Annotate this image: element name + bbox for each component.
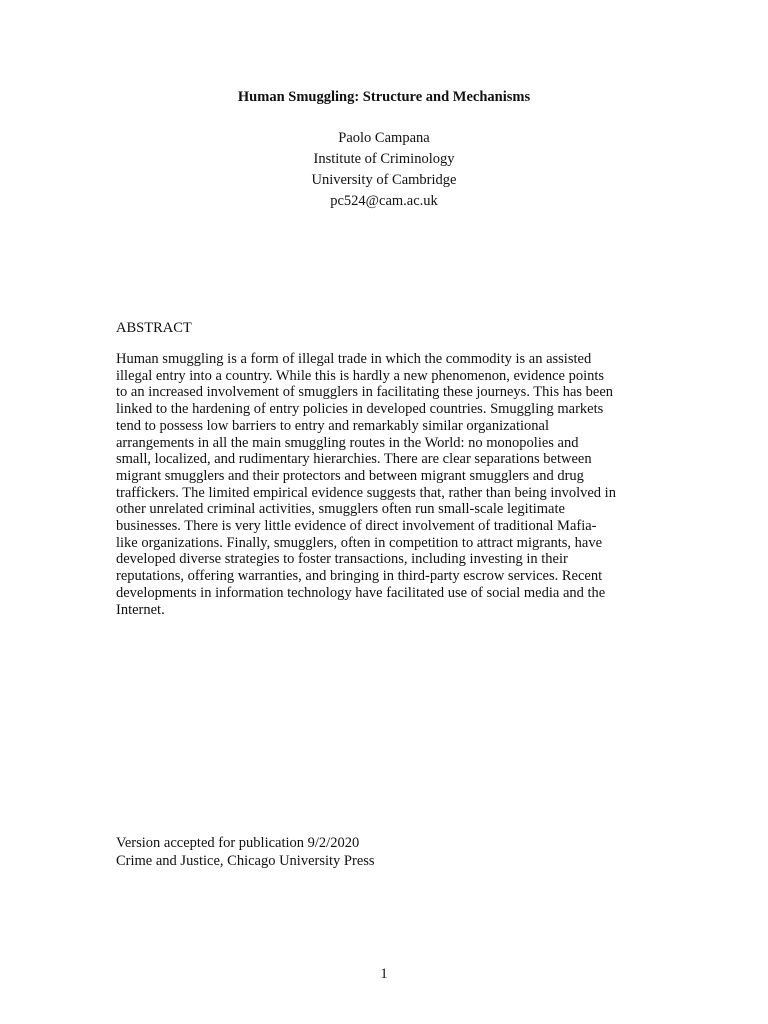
page-number: 1 bbox=[380, 966, 388, 982]
author-university: University of Cambridge bbox=[311, 172, 457, 188]
abstract-line: other unrelated criminal activities, smugglers often run small-scale legitimate bbox=[116, 501, 565, 518]
abstract-line: arrangements in all the main smuggling routes in the World: no monopolies and bbox=[116, 434, 579, 451]
abstract-heading: ABSTRACT bbox=[116, 320, 192, 336]
abstract-line: Internet. bbox=[116, 601, 165, 618]
publication-note bbox=[116, 834, 375, 870]
author-name: Paolo Campana bbox=[338, 130, 430, 146]
abstract-line: Human smuggling is a form of illegal trade in which the commodity is an assisted bbox=[116, 351, 592, 367]
abstract-body bbox=[116, 351, 656, 618]
abstract-line: reputations, offering warranties, and bringing in third-party escrow services. Recent bbox=[116, 568, 603, 585]
abstract-line: linked to the hardening of entry policies in developed countries. Smuggling markets bbox=[116, 401, 604, 418]
abstract-line: small, localized, and rudimentary hierarchies. There are clear separations between bbox=[116, 451, 592, 468]
abstract-line: migrant smugglers and their protectors and between migrant smugglers and drug bbox=[116, 467, 584, 484]
abstract-line: businesses. There is very little evidence of direct involvement of traditional Mafia- bbox=[116, 518, 597, 535]
abstract-line: to an increased involvement of smugglers in facilitating these journeys. This has been bbox=[116, 384, 614, 401]
author-email: pc524@cam.ac.uk bbox=[330, 193, 438, 209]
author-block bbox=[0, 128, 768, 212]
abstract-line: tend to possess low barriers to entry and remarkably similar organizational bbox=[116, 417, 550, 434]
paper-title: Human Smuggling: Structure and Mechanisms bbox=[237, 89, 531, 105]
publication-venue: Crime and Justice, Chicago University Press bbox=[116, 853, 375, 869]
author-institute: Institute of Criminology bbox=[313, 151, 455, 167]
abstract-line: illegal entry into a country. While this is hardly a new phenomenon, evidence points bbox=[116, 367, 605, 384]
abstract-line: developments in information technology have facilitated use of social media and the bbox=[116, 584, 606, 601]
abstract-line: like organizations. Finally, smugglers, often in competition to attract migrants, have bbox=[116, 534, 603, 551]
abstract-line: traffickers. The limited empirical evidence suggests that, rather than being involved in bbox=[116, 484, 616, 501]
publication-version: Version accepted for publication 9/2/2020 bbox=[116, 835, 360, 851]
abstract-line: developed diverse strategies to foster transactions, including investing in their bbox=[116, 551, 568, 568]
